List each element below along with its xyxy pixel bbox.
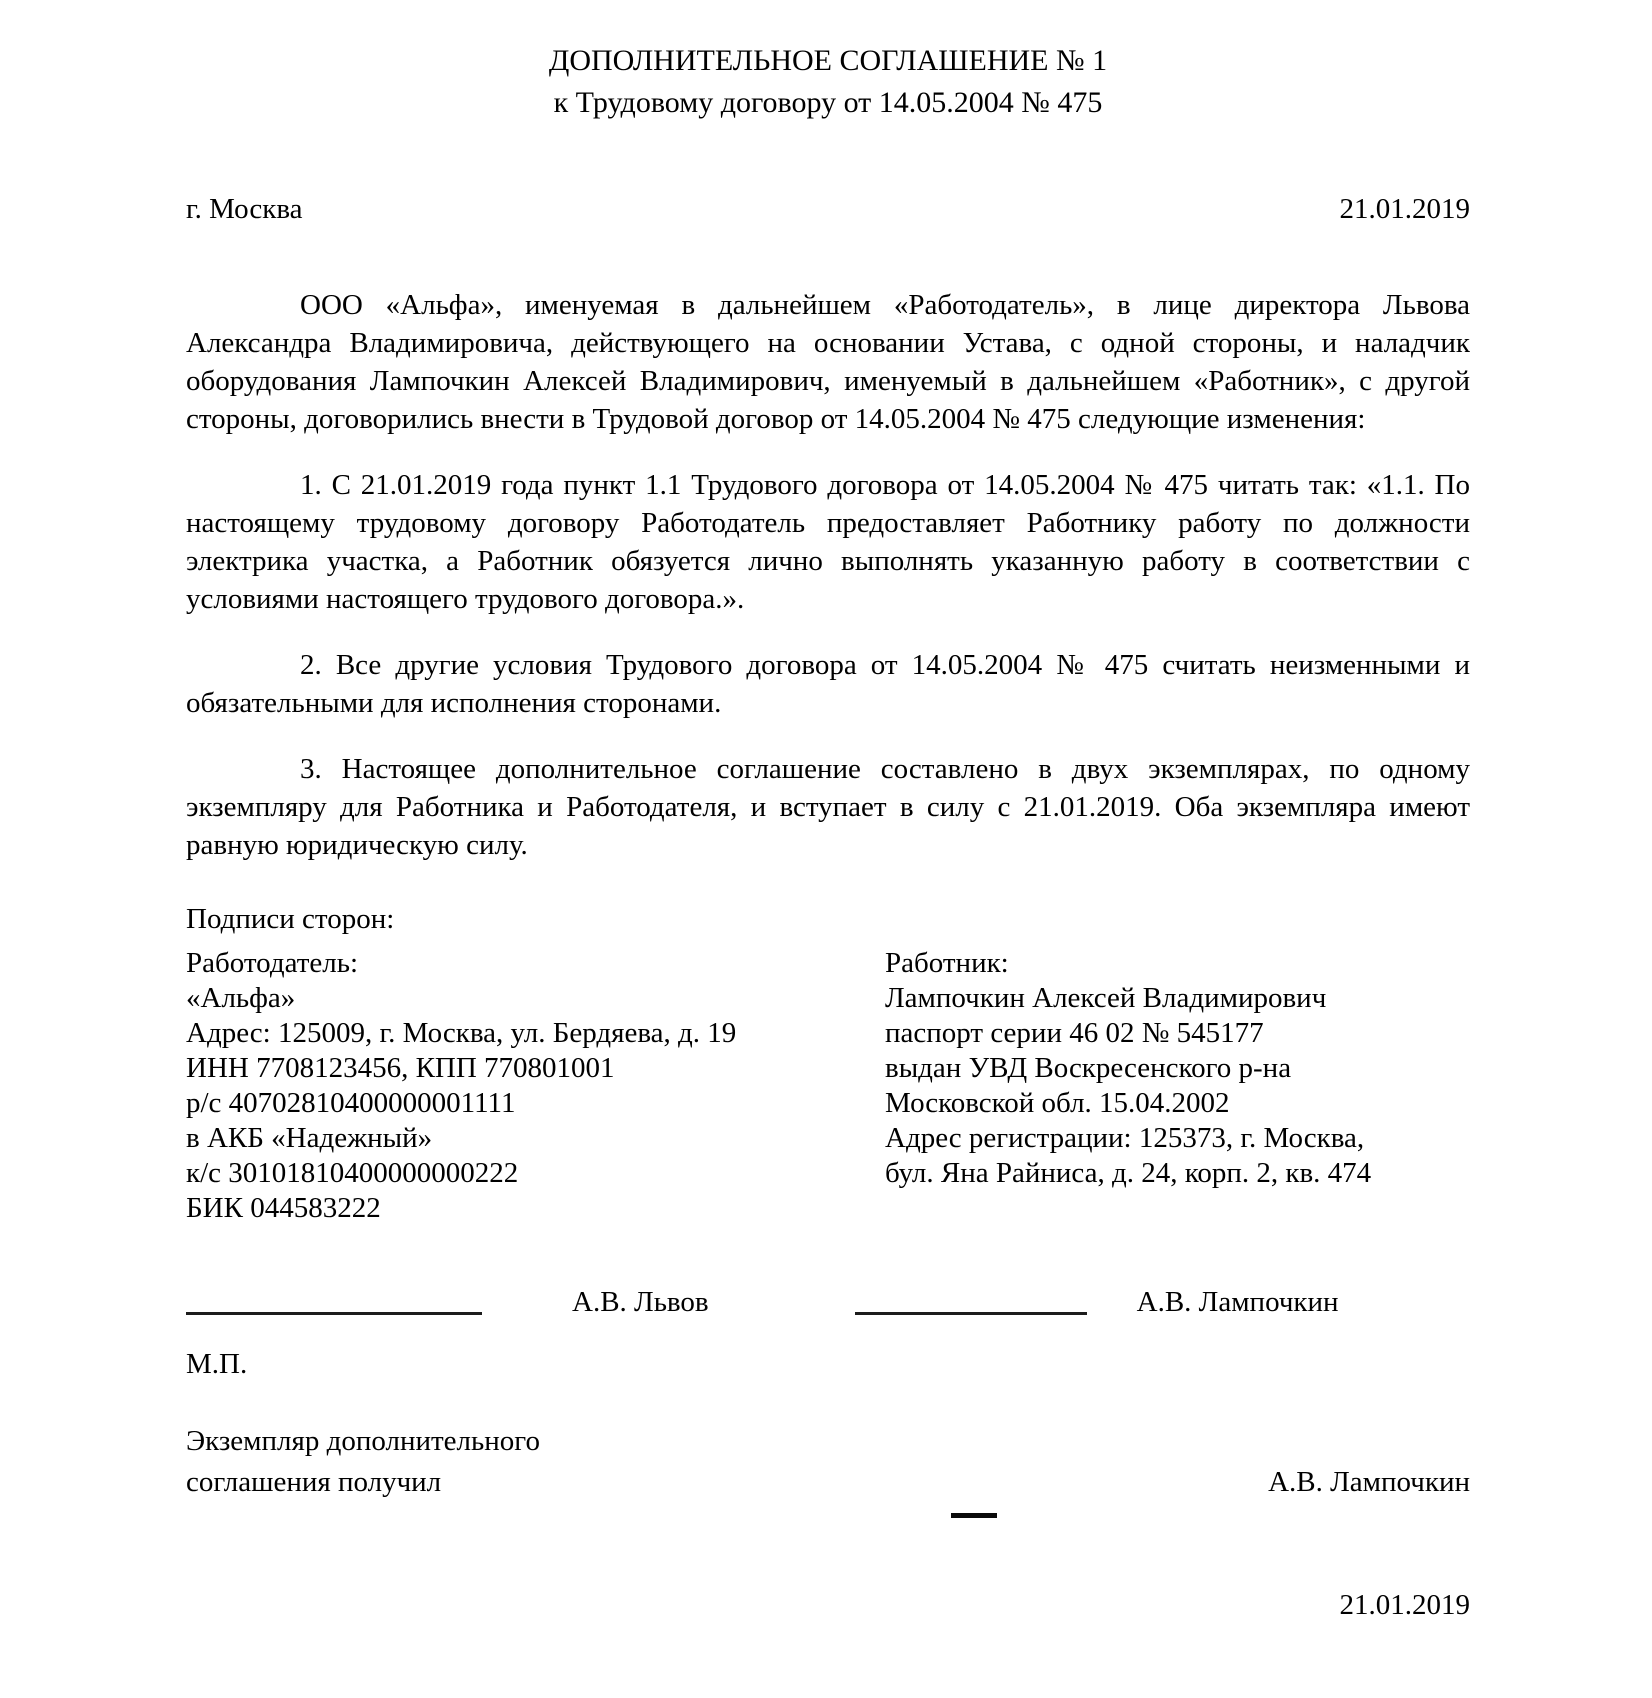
footer-date: 21.01.2019 (1339, 1589, 1470, 1621)
receipt-signatory-name: А.В. Лампочкин (1268, 1466, 1470, 1498)
employer-detail-line: р/с 40702810400000001111 (186, 1087, 516, 1119)
employee-role-label: Работник: (885, 947, 1009, 979)
signature-row (186, 1281, 1470, 1319)
employer-signatory-name: А.В. Львов (572, 1286, 709, 1318)
receipt-row (186, 1421, 1470, 1503)
employee-detail-line: Лампочкин Алексей Владимирович (885, 982, 1327, 1014)
city-label: г. Москва (186, 193, 303, 225)
employer-detail-line: БИК 044583222 (186, 1192, 381, 1224)
receipt-label (186, 1421, 540, 1503)
intro-paragraph: ООО «Альфа», именуемая в дальнейшем «Работодатель», в лице директора Львова Александра Владимировича, действующего на основании Устава, с одной стороны, и наладчик оборудования Лампочкин Алексей Владимирович, именуемый в дальнейшем «Работник», с другой стороны, договорились внести в Трудовой договор от 14.05.2004 № 475 следующие изменения: (186, 289, 1470, 435)
clause-paragraph-2: 2. Все другие условия Трудового договора от 14.05.2004 № 475 считать неизменными и обязательными для исполнения сторонами. (186, 649, 1470, 719)
employer-detail-line: Адрес: 125009, г. Москва, ул. Бердяева, д. 19 (186, 1017, 737, 1049)
city-date-row (186, 190, 1470, 228)
receipt-label-line2: соглашения получил (186, 1466, 442, 1498)
clause-paragraph-1: 1. С 21.01.2019 года пункт 1.1 Трудового договора от 14.05.2004 № 475 читать так: «1.1. По настоящему трудовому договору Работодатель предоставляет Работнику работу по должности электрика участка, а Работник обязуется лично выполнять указанную работу в соответствии с условиями настоящего трудового договора.». (186, 469, 1470, 615)
employer-detail-line: «Альфа» (186, 982, 296, 1014)
employee-detail-line: выдан УВД Воскресенского р-на (885, 1052, 1292, 1084)
document-title-block (186, 40, 1470, 124)
document-title: ДОПОЛНИТЕЛЬНОЕ СОГЛАШЕНИЕ № 1 (548, 44, 1108, 77)
employer-detail-line: ИНН 7708123456, КПП 770801001 (186, 1052, 615, 1084)
employee-detail-line: Московской обл. 15.04.2002 (885, 1087, 1230, 1119)
employer-detail-line: в АКБ «Надежный» (186, 1122, 433, 1154)
receipt-signature-dash (951, 1513, 997, 1518)
employer-signature-line (186, 1312, 482, 1315)
employee-column (885, 946, 1470, 1226)
clause-paragraph-3: 3. Настоящее дополнительное соглашение составлено в двух экземплярах, по одному экземпляру для Работника и Работодателя, и вступает в силу с 21.01.2019. Оба экземпляра имеют равную юридическую силу. (186, 753, 1470, 861)
agreement-date: 21.01.2019 (1339, 193, 1470, 225)
employee-signatory-name: А.В. Лампочкин (1136, 1286, 1339, 1318)
employee-detail-line: бул. Яна Райниса, д. 24, корп. 2, кв. 474 (885, 1157, 1372, 1189)
signature-columns (186, 946, 1470, 1226)
receipt-label-line1: Экземпляр дополнительного (186, 1425, 540, 1457)
employee-detail-line: паспорт серии 46 02 № 545177 (885, 1017, 1264, 1049)
document-subtitle: к Трудовому договору от 14.05.2004 № 475 (553, 86, 1103, 119)
seal-label: М.П. (186, 1348, 248, 1380)
signatures-heading: Подписи сторон: (186, 903, 395, 935)
employer-role-label: Работодатель: (186, 947, 359, 979)
employer-column (186, 946, 885, 1226)
employee-signature-line (855, 1312, 1087, 1315)
employee-detail-line: Адрес регистрации: 125373, г. Москва, (885, 1122, 1365, 1154)
employer-detail-line: к/с 30101810400000000222 (186, 1157, 519, 1189)
